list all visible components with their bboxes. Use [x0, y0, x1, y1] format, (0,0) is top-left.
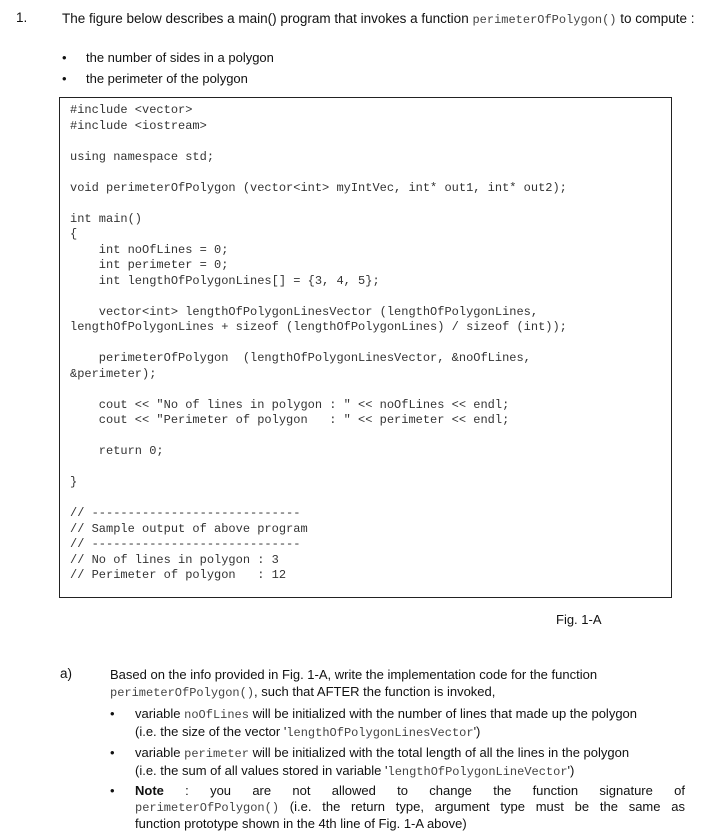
figure-caption: Fig. 1-A — [556, 612, 602, 627]
item-text: ') — [567, 762, 575, 778]
item-text: variable — [135, 706, 185, 721]
item-text: function prototype shown in the 4th line of Fig. 1-A above) — [135, 816, 467, 831]
part-a-paragraph — [110, 666, 690, 702]
part-a-text-end: , such that AFTER the function is invoked, — [254, 684, 496, 699]
code-line: vector<int> lengthOfPolygonLinesVector (lengthOfPolygonLines, — [70, 304, 539, 319]
code-line: int perimeter = 0; — [70, 258, 229, 272]
part-a-function-name: perimeterOfPolygon() — [110, 686, 255, 700]
question-intro — [62, 10, 702, 29]
item-code: lengthOfPolygonLinesVector — [286, 725, 474, 740]
item-text: (i.e. the size of the vector ' — [135, 723, 287, 739]
bullet-icon: • — [62, 71, 67, 86]
note-label: Note — [135, 783, 164, 798]
code-line: int noOfLines = 0; — [70, 242, 229, 257]
item-code: lengthOfPolygonLineVector — [387, 764, 568, 779]
code-line: cout << "Perimeter of polygon : " << perimeter << endl; — [70, 413, 510, 427]
item-text: ') — [473, 723, 481, 739]
item-code: noOfLines — [184, 708, 249, 722]
code-line: // ----------------------------- — [70, 506, 301, 520]
bullet-text: the perimeter of the polygon — [86, 71, 248, 86]
item-text: variable — [135, 745, 185, 760]
intro-text-after: to compute : — [620, 11, 695, 26]
code-line: perimeterOfPolygon (lengthOfPolygonLinesVector, &noOfLines, — [70, 351, 531, 365]
code-listing-box — [59, 97, 672, 598]
question-number: 1. — [16, 10, 28, 25]
code-line: &perimeter); — [70, 366, 157, 381]
code-line: int main() — [70, 211, 143, 226]
code-line: // ----------------------------- — [70, 537, 301, 551]
list-item — [62, 47, 662, 68]
code-line: #include <iostream> — [70, 118, 207, 133]
bullet-icon: • — [110, 745, 115, 760]
code-line: lengthOfPolygonLines + sizeof (lengthOfPolygonLines) / sizeof (int)); — [70, 320, 567, 334]
code-line: return 0; — [70, 444, 164, 458]
item-code: perimeter — [184, 747, 249, 761]
item-text: (i.e. the sum of all values stored in variable ' — [135, 762, 388, 778]
item-text: (i.e. the return type, argument type must be the same as — [279, 798, 685, 814]
bullet-icon: • — [110, 706, 115, 721]
code-line: void perimeterOfPolygon (vector<int> myIntVec, int* out1, int* out2); — [70, 180, 567, 195]
code-line: // No of lines in polygon : 3 — [70, 552, 279, 567]
code-line: { — [70, 227, 78, 241]
part-a-label: a) — [60, 666, 73, 681]
code-line: // Perimeter of polygon : 12 — [70, 568, 287, 582]
part-a-text: Based on the info provided in Fig. 1-A, write the implementation code for the function — [110, 667, 598, 682]
item-code: perimeterOfPolygon() — [135, 800, 280, 815]
code-line: using namespace std; — [70, 149, 215, 164]
intro-text-before: The figure below describes a main() program that invokes a function — [62, 11, 469, 26]
code-line: #include <vector> — [70, 103, 193, 117]
code-line: cout << "No of lines in polygon : " << noOfLines << endl; — [70, 397, 510, 412]
bullet-icon: • — [110, 783, 115, 798]
question-bullet-list — [62, 47, 662, 89]
bullet-icon: • — [62, 50, 67, 65]
code-line: int lengthOfPolygonLines[] = {3, 4, 5}; — [70, 273, 380, 288]
item-text: will be initialized with the total length of all the lines in the polygon — [248, 745, 630, 760]
intro-function-name: perimeterOfPolygon() — [472, 13, 617, 27]
bullet-text: the number of sides in a polygon — [86, 50, 274, 65]
item-text: : you are not allowed to change the function signature of — [163, 783, 685, 798]
code-listing — [70, 103, 567, 584]
code-line: } — [70, 475, 78, 489]
code-line: // Sample output of above program — [70, 521, 308, 536]
list-item — [62, 68, 662, 89]
item-text: will be initialized with the number of lines that made up the polygon — [248, 706, 638, 721]
